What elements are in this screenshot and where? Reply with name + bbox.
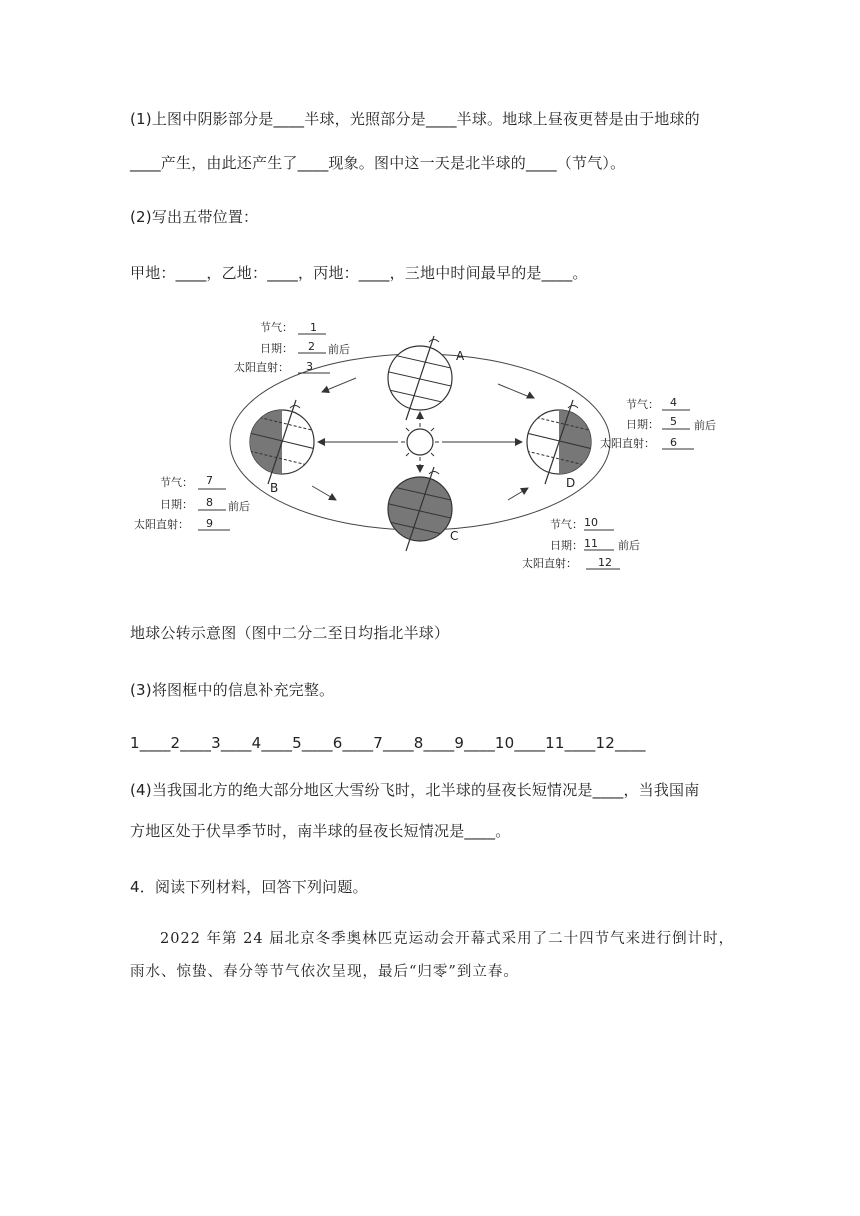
svg-text:前后: 前后	[228, 500, 250, 513]
svg-text:前后: 前后	[618, 539, 640, 552]
svg-text:太阳直射：: 太阳直射：	[522, 557, 577, 570]
svg-text:3: 3	[306, 360, 313, 373]
svg-text:日期：: 日期：	[160, 498, 193, 511]
position-label-c: C	[450, 529, 459, 543]
orbit-arrow-bottom-left	[312, 486, 336, 500]
position-label-a: A	[456, 349, 465, 363]
svg-text:日期：: 日期：	[550, 539, 583, 552]
svg-text:太阳直射：: 太阳直射：	[600, 437, 655, 450]
question-4-line-2: 方地区处于伏旱季节时，南半球的昼夜长短情况是____。	[130, 822, 511, 840]
svg-text:4: 4	[670, 396, 677, 409]
position-label-b: B	[270, 481, 279, 495]
material-line-1: 2022 年第 24 届北京冬季奥林匹克运动会开幕式采用了二十四节气来进行倒计时，	[160, 931, 735, 947]
question-3-blanks: 1____2____3____4____5____6____7____8____9____10____11____12____	[130, 734, 646, 752]
question-2-title: (2)写出五带位置：	[130, 208, 259, 226]
svg-text:11: 11	[584, 537, 598, 550]
svg-text:太阳直射：: 太阳直射：	[234, 361, 289, 374]
question-2-line: 甲地：____，乙地：____，丙地：____，三地中时间最早的是____。	[130, 264, 588, 282]
question-1-line-2: ____产生，由此还产生了____现象。图中这一天是北半球的____（节气）。	[130, 154, 626, 172]
info-box-c	[522, 516, 640, 570]
svg-text:10: 10	[584, 516, 598, 529]
orbit-arrow-bottom-right	[508, 488, 528, 500]
svg-text:2: 2	[308, 340, 315, 353]
svg-text:日期：: 日期：	[260, 342, 293, 355]
svg-text:节气：: 节气：	[260, 321, 293, 334]
info-box-d	[600, 396, 716, 450]
svg-text:前后: 前后	[694, 419, 716, 432]
svg-text:太阳直射：: 太阳直射：	[134, 518, 189, 531]
svg-text:节气：: 节气：	[626, 398, 659, 411]
svg-text:5: 5	[670, 415, 677, 428]
svg-text:7: 7	[206, 474, 213, 487]
earth-position-d	[522, 400, 601, 485]
question-3-title: (3)将图框中的信息补充完整。	[130, 681, 335, 699]
earth-position-b	[240, 400, 320, 485]
question-1-line-1: (1)上图中阴影部分是____半球，光照部分是____半球。地球上昼夜更替是由于地球的	[130, 110, 700, 128]
svg-text:8: 8	[206, 496, 213, 509]
svg-text:前后: 前后	[328, 343, 350, 356]
info-box-b	[134, 474, 250, 531]
diagram-caption: 地球公转示意图（图中二分二至日均指北半球）	[130, 624, 450, 642]
svg-text:12: 12	[598, 556, 612, 569]
material-line-2: 雨水、惊蛰、春分等节气依次呈现，最后“归零”到立春。	[130, 964, 519, 980]
svg-text:9: 9	[206, 517, 213, 530]
svg-text:节气：: 节气：	[550, 518, 583, 531]
orbit-arrow-top-right	[498, 384, 532, 398]
earth-revolution-diagram	[0, 0, 860, 600]
earth-position-a	[380, 336, 460, 420]
svg-text:1: 1	[310, 321, 317, 334]
info-box-a	[234, 320, 350, 374]
sun-icon	[401, 423, 439, 461]
position-label-d: D	[566, 476, 576, 490]
svg-text:节气：: 节气：	[160, 476, 193, 489]
next-question-heading: 4．阅读下列材料，回答下列问题。	[130, 878, 368, 896]
question-4-line-1: (4)当我国北方的绝大部分地区大雪纷飞时，北半球的昼夜长短情况是____，当我国南	[130, 781, 700, 799]
earth-position-c	[380, 467, 460, 551]
svg-text:6: 6	[670, 436, 677, 449]
svg-text:日期：: 日期：	[626, 418, 659, 431]
orbit-arrow-top-left	[322, 378, 356, 392]
